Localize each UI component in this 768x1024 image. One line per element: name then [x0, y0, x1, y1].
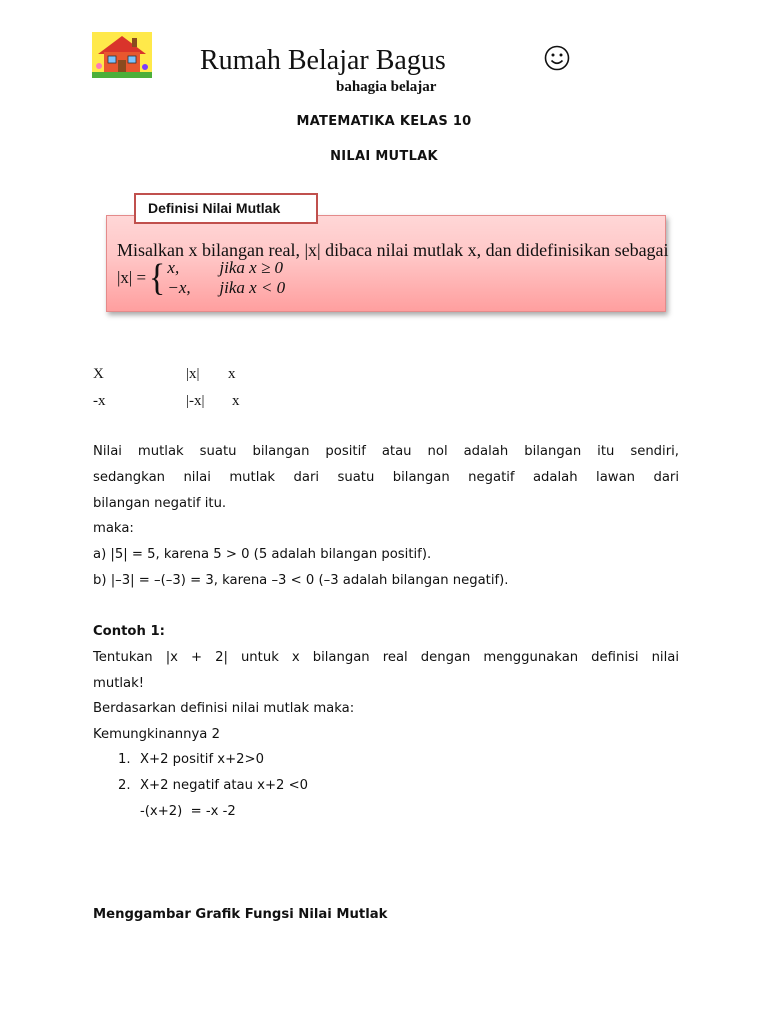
- case1-value: x,: [167, 258, 180, 277]
- formula-case-2: [167, 278, 285, 298]
- formula-lhs: |x| =: [117, 268, 147, 287]
- example-question: Tentukan |x + 2| untuk x bilangan real dengan menggunakan definisi nilai: [93, 650, 679, 665]
- table-cell: |-x|: [186, 393, 205, 409]
- case2-condition: jika x < 0: [219, 278, 286, 297]
- formula-cases: [167, 258, 285, 298]
- brace-symbol: {: [149, 257, 166, 299]
- list-item: b) |–3| = –(–3) = 3, karena –3 < 0 (–3 adalah bilangan negatif).: [93, 573, 509, 588]
- case1-condition: jika x ≥ 0: [219, 258, 284, 277]
- definition-tab-label: Definisi Nilai Mutlak: [134, 193, 318, 224]
- example-title: Contoh 1:: [93, 624, 165, 639]
- paragraph-line: bilangan negatif itu.: [93, 496, 227, 511]
- definition-text: Misalkan x bilangan real, |x| dibaca nilai mutlak x, dan didefinisikan sebagai: [117, 240, 669, 260]
- smiley-face-icon: [543, 44, 571, 72]
- paragraph-line: sedangkan nilai mutlak dari suatu bilangan negatif adalah lawan dari: [93, 470, 679, 485]
- tagline: bahagia belajar: [336, 79, 437, 95]
- subject-heading: MATEMATIKA KELAS 10: [296, 114, 472, 129]
- step-number: 2.: [118, 778, 131, 793]
- example-possibilities: Kemungkinannya 2: [93, 727, 220, 742]
- paragraph-line: Nilai mutlak suatu bilangan positif atau nol adalah bilangan itu sendiri,: [93, 444, 679, 459]
- case2-value: −x,: [167, 278, 191, 297]
- section-heading: Menggambar Grafik Fungsi Nilai Mutlak: [93, 907, 388, 922]
- step-detail: -(x+2) = -x -2: [140, 804, 236, 819]
- example-intro: Berdasarkan definisi nilai mutlak maka:: [93, 701, 355, 716]
- list-item: X+2 negatif atau x+2 <0: [140, 778, 309, 793]
- house-logo-icon: [92, 32, 152, 78]
- topic-heading: NILAI MUTLAK: [330, 149, 438, 164]
- table-cell: |x|: [186, 366, 200, 382]
- list-item: a) |5| = 5, karena 5 > 0 (5 adalah bilangan positif).: [93, 547, 432, 562]
- site-title: Rumah Belajar Bagus: [200, 45, 446, 76]
- list-item: X+2 positif x+2>0: [140, 752, 264, 767]
- table-cell: -x: [93, 393, 106, 409]
- example-question: mutlak!: [93, 676, 145, 691]
- definition-formula: [117, 258, 285, 298]
- table-cell: x: [232, 393, 240, 409]
- formula-case-1: [167, 258, 285, 278]
- maka-label: maka:: [93, 521, 134, 536]
- step-number: 1.: [118, 752, 131, 767]
- table-cell: X: [93, 366, 104, 382]
- table-cell: x: [228, 366, 236, 382]
